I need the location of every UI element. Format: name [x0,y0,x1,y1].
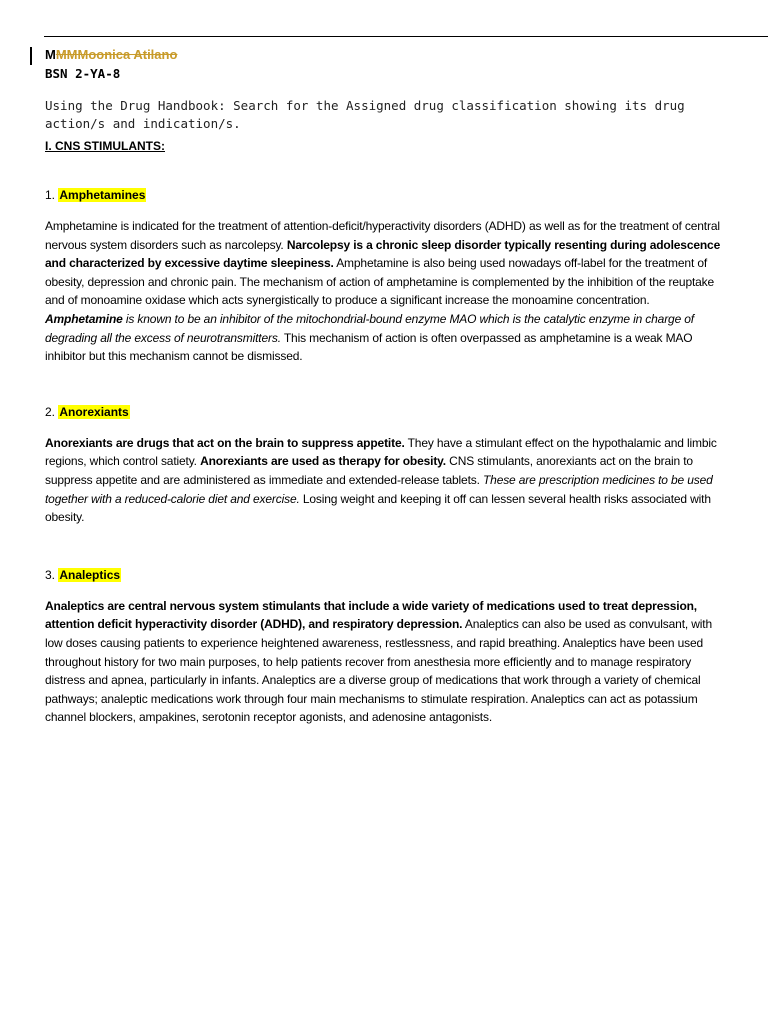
para-text: This mechanism of action is often overpassed as amphetamine is a weak MAO inhibitor but this mechanism cannot be dismissed. [45,330,693,364]
para-text-bold: Analeptics are central nervous system stimulants that include a wide variety of medications used to treat depression, attention deficit hyperactivity disorder (ADHD), and respiratory depression. [45,598,697,632]
item-number: 1. [45,188,56,202]
item-heading-analeptics [45,568,725,582]
tracked-change-name[interactable]: MMMoonica Atilano [55,47,178,62]
highlighted-drug-name: Analeptics [59,567,121,582]
item-number: 3. [45,567,56,582]
item-heading-anorexiants [45,405,725,419]
text-cursor [30,47,32,65]
amphetamines-paragraph [45,217,725,366]
item-number: 2. [45,404,56,419]
analeptics-paragraph [45,597,725,727]
student-section: BSN 2-YA-8 [45,66,121,81]
para-text: Losing weight and keeping it off can lessen several health risks associated with obesity. [45,491,711,525]
para-text: Analeptics can also be used as convulsant, with low doses causing patients to experience heightened awareness, restlessness, and rapid breathing. Analeptics have been used throughout history for two main purposes, to help patients recover from anesthesia more efficiently and to manage respiratory distress and apnea, particularly in infants. Analeptics are a diverse group of medications that work through a variety of chemical pathways; analeptic medications work through four main mechanisms to stimulate respiration. Analeptics can act as potassium channel blockers, ampakines, serotonin receptor agonists, and adenosine antagonists. [45,617,712,725]
para-text-italic: These are prescription medicines to be used together with a reduced-calorie diet and exercise. [45,472,713,506]
highlighted-drug-name: Amphetamines [59,188,146,202]
para-text-italic: is known to be an inhibitor of the mitochondrial-bound enzyme MAO which is the catalytic enzyme in charge of degrading all the excess of neurotransmitters. [45,311,694,345]
header-rule [44,36,768,37]
anorexiants-paragraph [45,434,725,527]
para-text: Amphetamine is also being used nowadays off-label for the treatment of obesity, depression and chronic pain. The mechanism of action of amphetamine is complemented by the inhibition of the reuptake and of monoamine oxidase which acts synergistically to produce a significant increase the monoamine concentration. [45,256,715,308]
para-text-bold: Narcolepsy is a chronic sleep disorder typically resenting during adolescence and characterized by excessive daytime sleepiness. [45,237,721,271]
para-text: They have a stimulant effect on the hypothalamic and limbic regions, which control satiety. [45,435,717,469]
section-heading: I. CNS STIMULANTS: [45,139,165,153]
document-page [45,46,725,727]
para-text-bold-italic: Amphetamine [45,311,123,326]
student-name-prefix: M [45,47,56,62]
highlighted-drug-name: Anorexiants [59,404,129,419]
para-text: Amphetamine is indicated for the treatment of attention-deficit/hyperactivity disorders (ADHD) as well as for the treatment of central nervous system disorders such as narcolepsy. [45,219,720,252]
para-text: CNS stimulants, anorexiants act on the brain to suppress appetite and are administered as immediate and extended-release tablets. [45,454,693,487]
para-text-bold: Anorexiants are drugs that act on the brain to suppress appetite. [45,435,405,450]
instructions-text: Using the Drug Handbook: Search for the Assigned drug classification showing its drug action/s and indication/s. [45,98,685,131]
item-heading-amphetamines [45,188,725,202]
student-name[interactable] [45,46,725,63]
para-text-bold: Anorexiants are used as therapy for obesity. [200,454,446,469]
